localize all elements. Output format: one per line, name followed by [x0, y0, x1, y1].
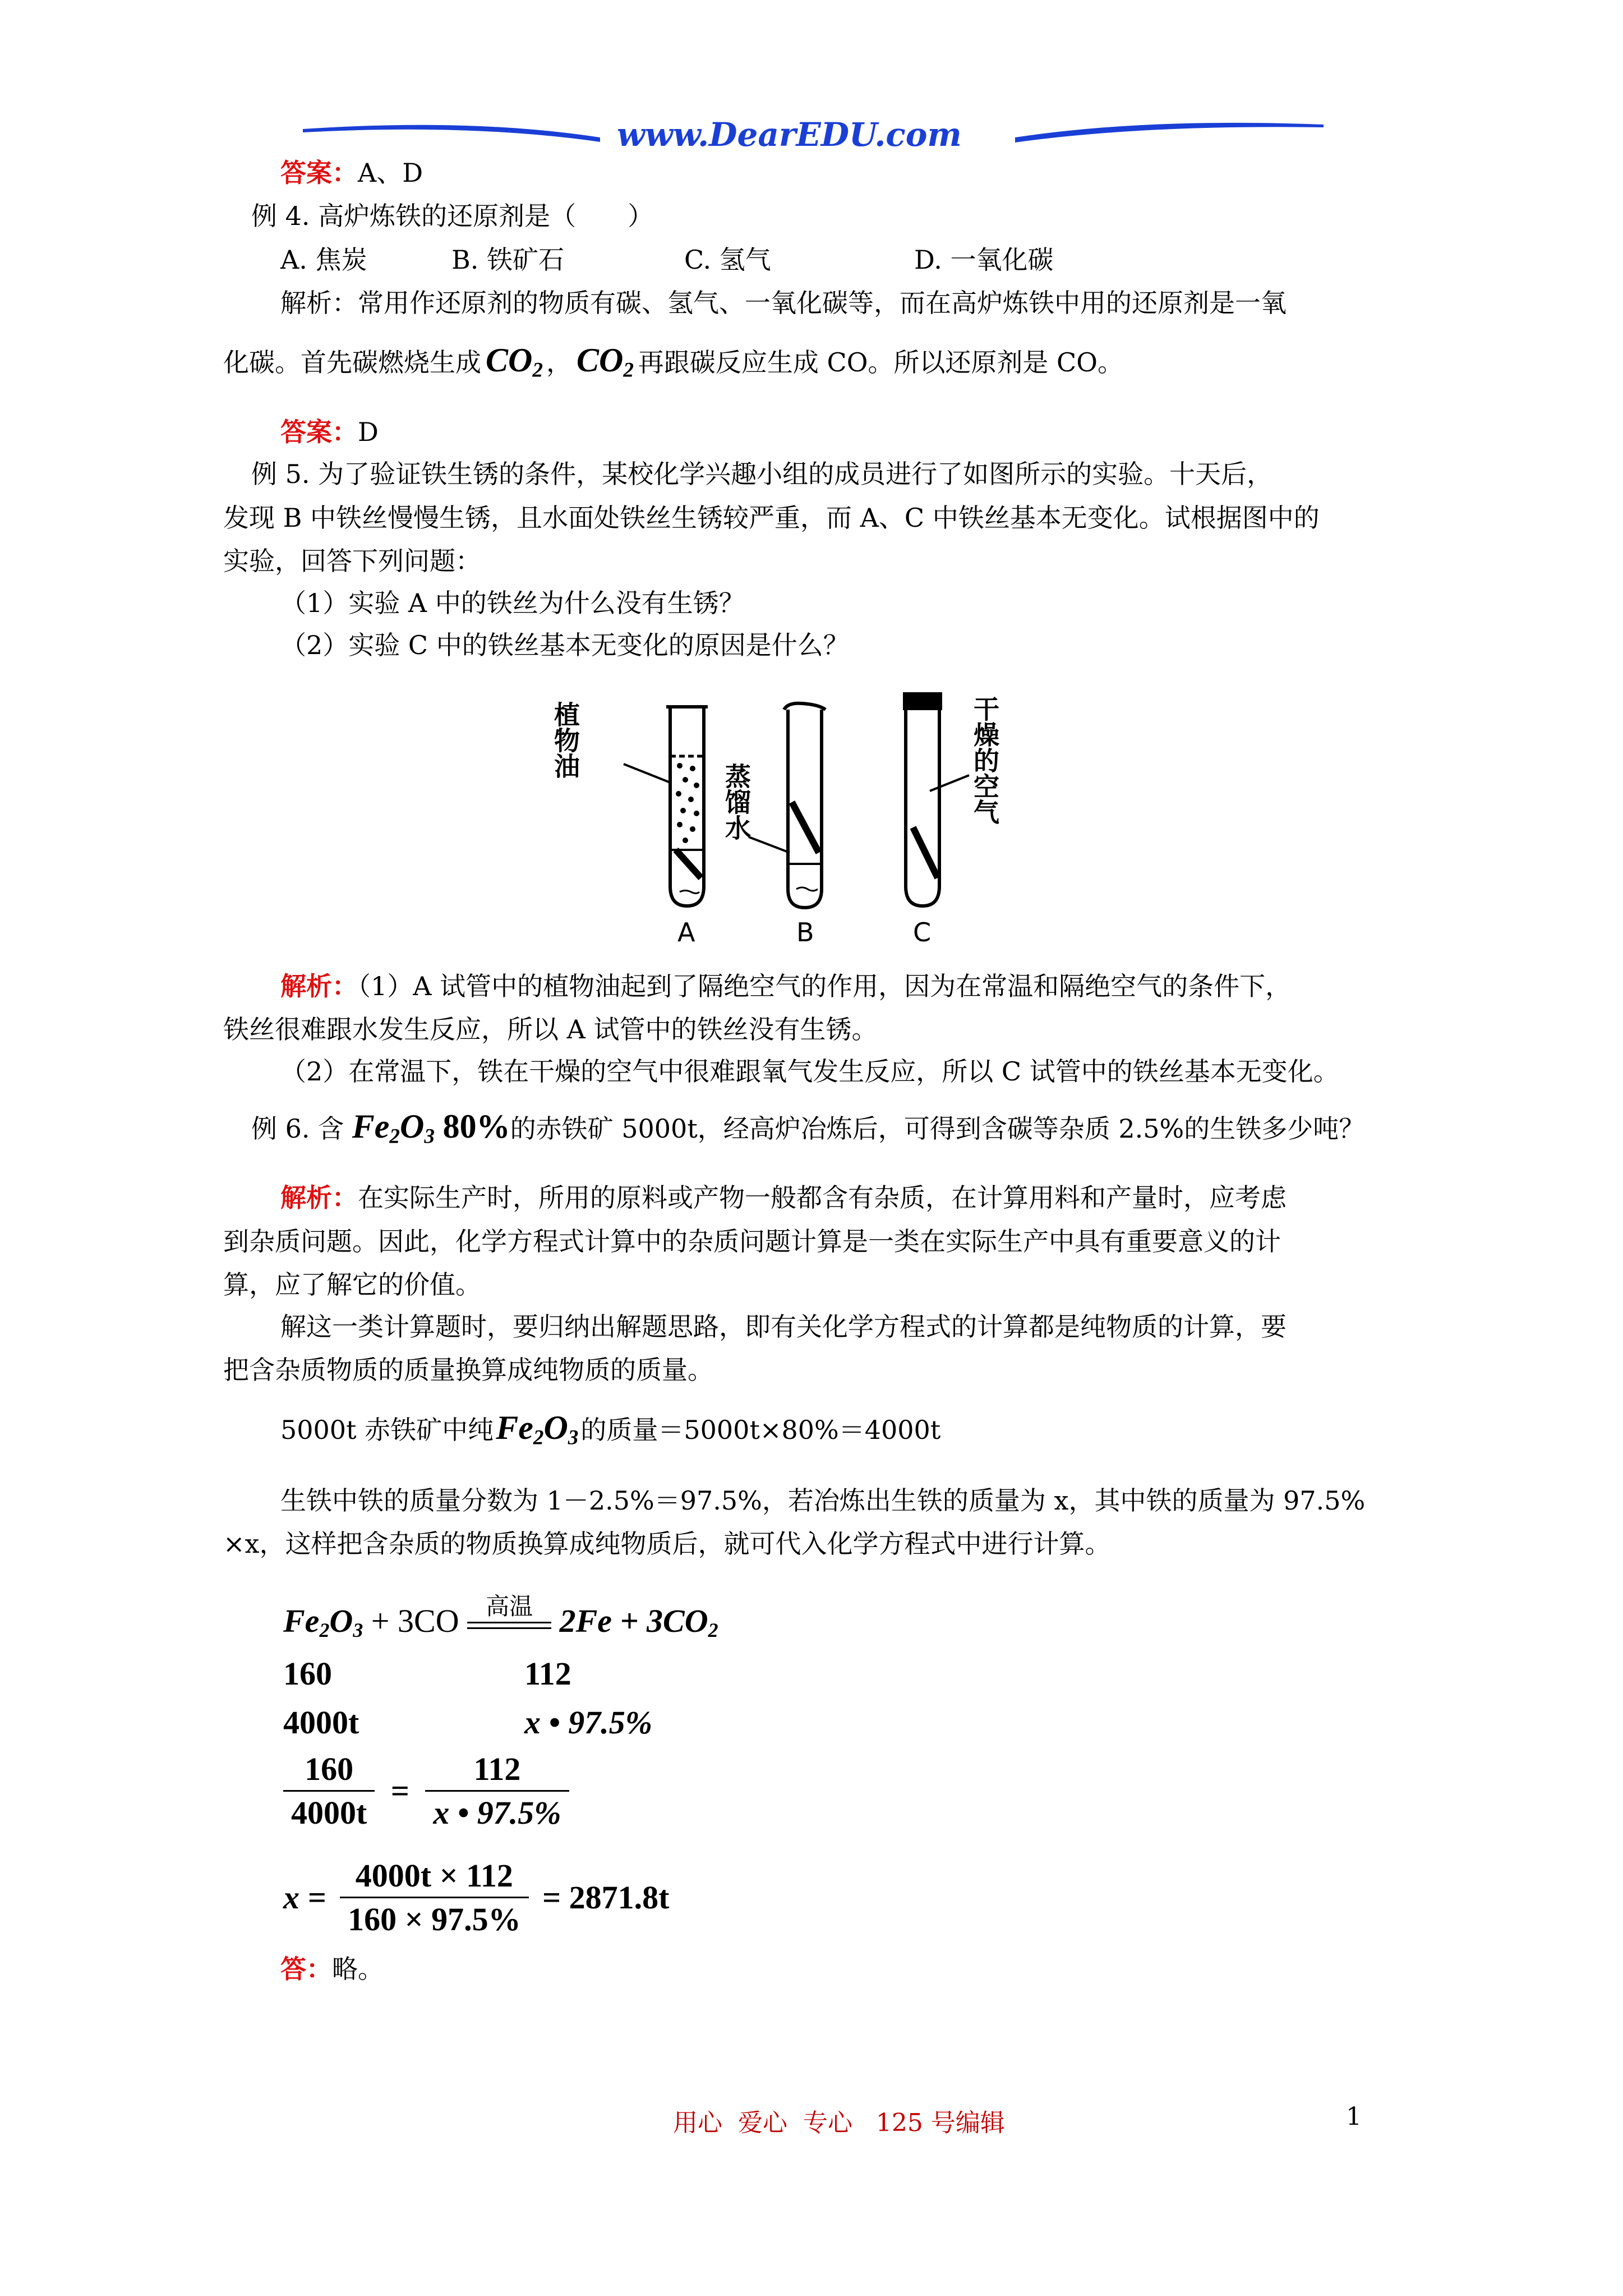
ex6-fraction-line-b: ×x，这样把含杂质的物质换算成纯物质后，就可代入化学方程式中进行计算。 [223, 1529, 1111, 1559]
answer-label: 答： [280, 1954, 332, 1984]
ex6-question: 例 6. 含 $Fe_2O_3$ 80%的赤铁矿 5000t，经高炉冶炼后，可得到含碳等杂质 2.5%的生铁多少吨？ [251, 1108, 1365, 1148]
ex4-option-d: D. 一氧化碳 [914, 245, 1054, 275]
page-number: 1 [1346, 2102, 1362, 2131]
ex6-analysis-2: 到杂质问题。因此，化学方程式计算中的杂质问题计算是一类在实际生产中具有重要意义的计 [223, 1226, 1281, 1257]
percent-80: 80% [442, 1108, 510, 1145]
ex4-analysis-line2: 化碳。首先碳燃烧生成 $CO_2$ ， $CO_2$ 再跟碳反应生成 CO。所以还原剂是 CO。 [223, 342, 1123, 382]
tube-label-a: A [677, 917, 695, 947]
ex6-analysis-4: 解这一类计算题时，要归纳出解题思路，即有关化学方程式的计算都是纯物质的计算，要 [280, 1312, 1287, 1342]
analysis-label: 解析： [280, 1182, 358, 1213]
solution-x: x = $\frac{4000t \times 112}{160 \times 97.5\%}$ = 2871.8t [283, 1857, 670, 1938]
ex5-question-1: （1）实验 A 中的铁丝为什么没有生锈？ [280, 588, 745, 618]
reaction-condition: 高温 [486, 1593, 533, 1621]
ex4-option-b: B. 铁矿石 [451, 245, 565, 275]
ex5-analysis-2: （2）在常温下，铁在干燥的空气中很难跟氧气发生反应，所以 C 试管中的铁丝基本无变化。 [280, 1056, 1339, 1087]
site-logo-text: www.DearEDU.com [617, 116, 962, 154]
header-banner [303, 112, 1324, 157]
tube-label-b: B [796, 917, 814, 947]
ex4-analysis-line1: 解析：常用作还原剂的物质有碳、氢气、一氧化碳等，而在高炉炼铁中用的还原剂是一氧 [280, 288, 1287, 318]
ex5-question-2: （2）实验 C 中的铁丝基本无变化的原因是什么？ [280, 630, 849, 660]
answer-label: 答案： [280, 158, 358, 188]
molar-mass-160: 160 [283, 1655, 332, 1692]
tube-b-iron-wire [792, 802, 819, 853]
mass-x: x • 97.5% [524, 1704, 653, 1741]
ex4-question: 例 4. 高炉炼铁的还原剂是（ ） [251, 201, 654, 231]
ex5-line3: 实验，回答下列问题： [223, 546, 481, 576]
chemical-equation: $Fe_2O_3 + 3CO$ 高温 $2Fe + 3CO_2$ [283, 1602, 718, 1650]
ex6-analysis-3: 算，应了解它的价值。 [223, 1269, 481, 1300]
tube-a-oil [676, 763, 699, 843]
footer-text: 用心 爱心 专心 125 号编辑 [673, 2109, 1005, 2137]
ex6-analysis-1: 解析：在实际生产时，所用的原料或产物一般都含有杂质，在计算用料和产量时，应考虑 [280, 1182, 1287, 1213]
answer-value: D [358, 417, 379, 447]
fe2o3-formula: $Fe_2O_3$ [496, 1409, 579, 1450]
fraction-160-4000t: $\frac{160}{4000t}$ [283, 1750, 375, 1832]
ex4-answer [280, 415, 379, 449]
ex6-answer [280, 1952, 384, 1986]
ex6-mass-line: 5000t 赤铁矿中纯$Fe_2O_3$的质量＝5000t×80%＝4000t [280, 1409, 941, 1450]
tube-c-stopper [903, 692, 942, 710]
test-tube-figure [533, 684, 1049, 954]
answer-3 [280, 156, 423, 190]
ex5-analysis-1a: 解析：（1）A 试管中的植物油起到了隔绝空气的作用，因为在常温和隔绝空气的条件下， [280, 971, 1292, 1001]
fe2o3-formula: $Fe_2O_3$ [352, 1108, 435, 1148]
co2-formula: $CO_2$ [576, 342, 634, 382]
answer-label: 答案： [280, 417, 358, 447]
label-dry-air: 干燥的空气 [970, 696, 1000, 825]
label-distilled-water: 蒸馏水 [721, 763, 751, 840]
analysis-label: 解析： [280, 971, 358, 1001]
co2-formula: $CO_2$ [486, 342, 543, 382]
fraction-112-x: $\frac{112}{x • 97.5\%}$ [425, 1750, 569, 1832]
ex6-fraction-line-a: 生铁中铁的质量分数为 1－2.5%＝97.5%，若冶炼出生铁的质量为 x，其中铁的质量为 97.5% [280, 1485, 1366, 1516]
ex4-option-c: C. 氢气 [684, 245, 771, 275]
tube-label-c: C [913, 917, 932, 947]
ex5-analysis-1b: 铁丝很难跟水发生反应，所以 A 试管中的铁丝没有生锈。 [223, 1014, 878, 1045]
answer-value: A、D [358, 158, 423, 188]
ex5-line2: 发现 B 中铁丝慢慢生锈，且水面处铁丝生锈较严重，而 A、C 中铁丝基本无变化。试根据图中的 [223, 503, 1320, 533]
ex5-line1: 例 5. 为了验证铁生锈的条件，某校化学兴趣小组的成员进行了如图所示的实验。十天后， [251, 459, 1273, 489]
ex4-option-a: A. 焦炭 [280, 245, 367, 275]
proportion-equation: $\frac{160}{4000t}$ = $\frac{112}{x • 97.5\%}$ [283, 1750, 569, 1832]
molar-mass-112: 112 [524, 1655, 571, 1692]
tube-a-iron-wire [676, 850, 701, 878]
tube-c-iron-wire [913, 827, 938, 878]
fraction-x: $\frac{4000t \times 112}{160 \times 97.5\%}$ [340, 1857, 529, 1938]
mass-4000t: 4000t [283, 1704, 359, 1741]
label-vegetable-oil: 植物油 [550, 701, 580, 779]
answer-value: 略。 [332, 1954, 384, 1984]
ex6-analysis-5: 把含杂质物质的质量换算成纯物质的质量。 [223, 1355, 713, 1385]
